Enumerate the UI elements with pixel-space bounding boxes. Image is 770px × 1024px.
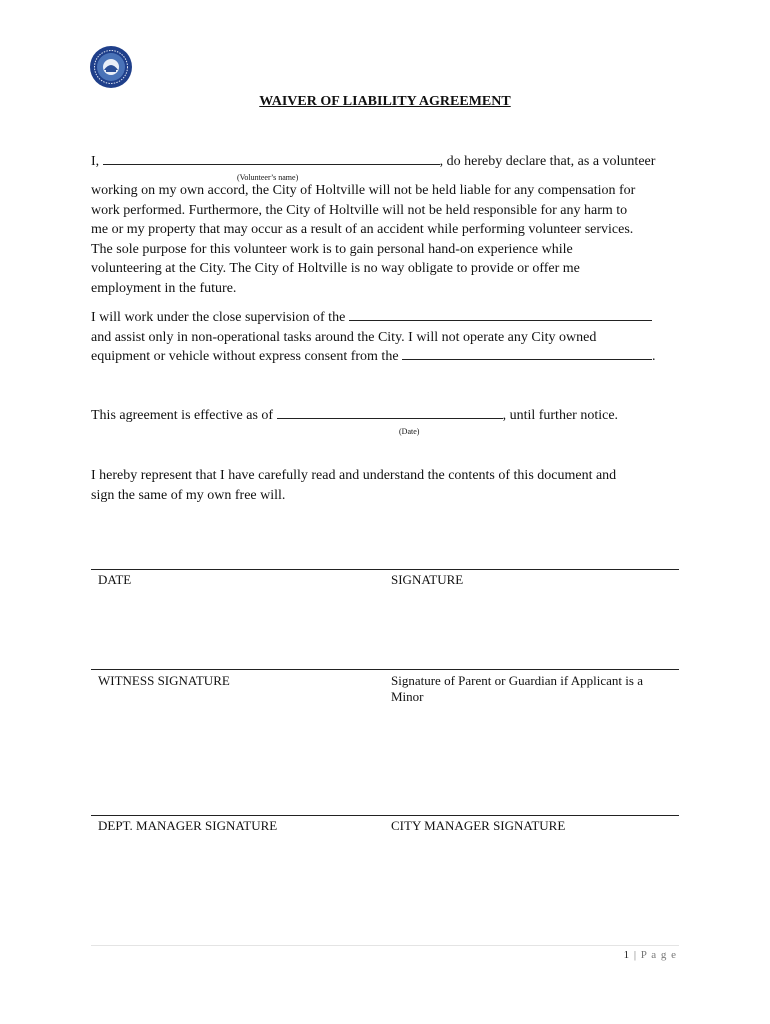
page-footer bbox=[624, 949, 677, 961]
supervision-text: I will work under the close supervision of the bbox=[91, 310, 346, 325]
consent-line bbox=[91, 347, 691, 367]
paragraph-line: and assist only in non-operational tasks around the City. I will not operate any City owned bbox=[91, 330, 597, 345]
paragraph-line: The sole purpose for this volunteer work is to gain personal hand-on experience while bbox=[91, 241, 573, 257]
declaration-text: , do hereby declare that, as a volunteer bbox=[439, 154, 656, 169]
paragraph-line: work performed. Furthermore, the City of Holtville will not be held responsible for any harm to bbox=[91, 202, 628, 218]
parent-guardian-label-line1: Signature of Parent or Guardian if Applicant is a bbox=[391, 673, 643, 688]
witness-signature-line[interactable] bbox=[91, 669, 679, 670]
parent-guardian-label-line2: Minor bbox=[391, 689, 424, 704]
effective-date-text: This agreement is effective as of bbox=[91, 408, 274, 423]
consent-authority-field[interactable] bbox=[402, 347, 652, 360]
city-manager-signature-label: CITY MANAGER SIGNATURE bbox=[391, 818, 566, 833]
witness-signature-label: WITNESS SIGNATURE bbox=[98, 673, 230, 688]
footer-divider bbox=[91, 945, 679, 946]
paragraph-line: sign the same of my own free will. bbox=[91, 488, 286, 503]
page-label: | P a g e bbox=[633, 949, 677, 961]
paragraph-line: me or my property that may occur as a result of an accident while performing volunteer services. bbox=[91, 222, 634, 237]
consent-text: equipment or vehicle without express consent from the bbox=[91, 349, 399, 364]
date-caption: (Date) bbox=[399, 427, 420, 436]
period-text: . bbox=[652, 349, 656, 364]
paragraph-line: I hereby represent that I have carefully read and understand the contents of this document and bbox=[91, 468, 617, 483]
signature-line[interactable] bbox=[91, 569, 679, 570]
volunteer-name-field[interactable] bbox=[103, 152, 440, 165]
date-label: DATE bbox=[98, 572, 132, 587]
signature-label: SIGNATURE bbox=[391, 572, 464, 587]
paragraph-line: volunteering at the City. The City of Holtville is no way obligate to provide or offer me bbox=[91, 261, 580, 276]
paragraph-line: working on my own accord, the City of Holtville will not be held liable for any compensation for bbox=[91, 183, 636, 198]
volunteer-declaration-line bbox=[91, 152, 691, 172]
effective-date-field[interactable] bbox=[277, 406, 503, 419]
supervisor-field[interactable] bbox=[349, 308, 652, 321]
dept-manager-signature-label: DEPT. MANAGER SIGNATURE bbox=[98, 818, 278, 833]
supervision-line bbox=[91, 308, 691, 328]
pronoun-text: I, bbox=[91, 154, 100, 169]
page-number: 1 bbox=[623, 949, 631, 961]
paragraph-1-body bbox=[91, 181, 691, 298]
parent-guardian-label bbox=[391, 673, 643, 705]
volunteer-name-caption: (Volunteer’s name) bbox=[237, 173, 299, 182]
paragraph-line: employment in the future. bbox=[91, 280, 237, 296]
city-seal-icon bbox=[89, 45, 133, 89]
effective-date-line bbox=[91, 406, 691, 426]
until-notice-text: , until further notice. bbox=[502, 408, 619, 423]
document-title: WAIVER OF LIABILITY AGREEMENT bbox=[259, 94, 511, 109]
manager-signature-line[interactable] bbox=[91, 815, 679, 816]
